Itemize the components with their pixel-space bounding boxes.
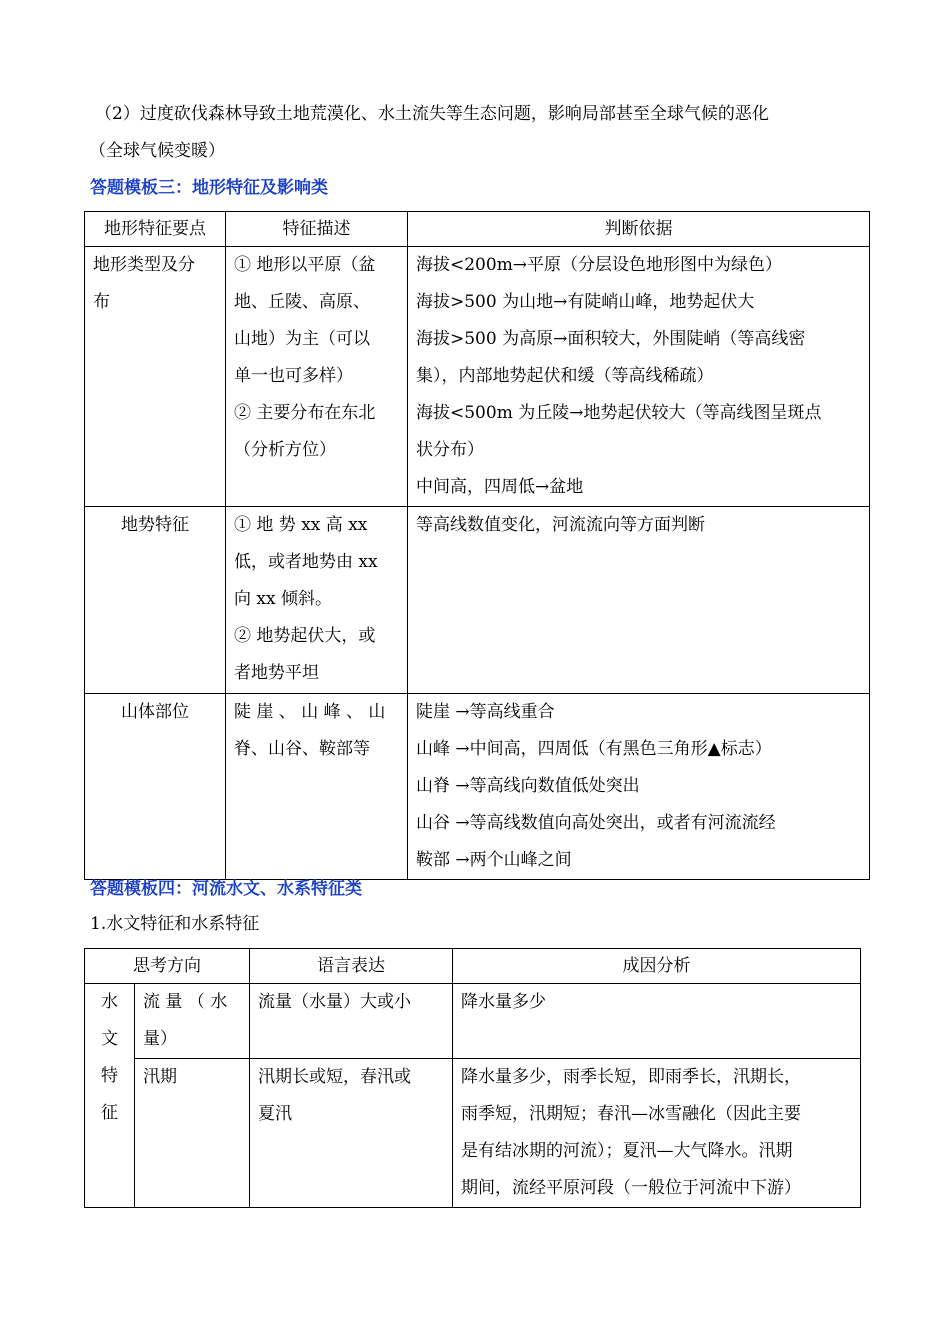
template4-heading: 答题模板四：河流水文、水系特征类 [90,879,362,899]
cell-line: 地形类型及分 [93,255,195,275]
header-terrain-point: 地形特征要点 [85,212,226,247]
feature-desc-cell [226,694,408,880]
hydrology-table [84,948,861,1208]
cell-line: 地势特征 [121,515,189,535]
cell-line: 海拔<500m 为丘陵→地势起伏较大（等高线图呈斑点 [416,403,822,423]
cell-line: 山体部位 [121,702,189,722]
cell-line: ② 主要分布在东北 [234,403,376,423]
cause-cell [453,984,861,1059]
cell-line: ① 地 势 xx 高 xx [234,515,368,535]
feature-desc-cell [226,507,408,694]
cell-line: 等高线数值变化，河流流向等方面判断 [416,515,705,535]
cell-line: 流 量 （ 水 [143,992,228,1012]
cell-line: 夏汛 [258,1104,292,1124]
cell-line: 陡 崖 、 山 峰 、 山 [234,702,386,722]
cell-line: 山峰 →中间高，四周低（有黑色三角形▲标志） [416,739,772,759]
cell-line: 是有结冰期的河流）；夏汛—大气降水。汛期 [461,1141,793,1161]
hydrology-table-header [85,949,861,984]
cell-line: 状分布） [416,440,484,460]
cell-line: 中间高，四周低→盆地 [416,477,584,497]
cell-line: 流量（水量）大或小 [258,992,411,1012]
judgement-basis-cell [408,694,870,880]
cell-line: 者地势平坦 [234,663,319,683]
cell-line: 向 xx 倾斜。 [234,589,332,609]
cell-line: 文 [101,1029,118,1049]
table-row [85,1059,861,1208]
header-thinking-direction: 思考方向 [85,949,250,984]
cell-line: 脊、山谷、鞍部等 [234,739,370,759]
cell-line: 汛期长或短，春汛或 [258,1067,411,1087]
cell-line: 特 [101,1066,118,1086]
intro-line-1: （2）过度砍伐森林导致土地荒漠化、水土流失等生态问题，影响局部甚至全球气候的恶化 [95,104,769,124]
table-row [85,507,870,694]
cell-line: 地、丘陵、高原、 [234,292,370,312]
expression-cell [250,984,453,1059]
header-expression: 语言表达 [250,949,453,984]
terrain-table-header [85,212,870,247]
cell-line: 汛期 [143,1067,177,1087]
terrain-table [84,211,870,880]
template3-heading: 答题模板三：地形特征及影响类 [90,178,328,198]
cell-line: 征 [101,1103,118,1123]
aspect-cell [135,984,250,1059]
terrain-point-cell [85,694,226,880]
cell-line: 鞍部 →两个山峰之间 [416,850,572,870]
feature-desc-cell [226,247,408,507]
cell-line: 山脊 →等高线向数值低处突出 [416,776,640,796]
table-row [85,247,870,507]
cell-line: 布 [93,292,110,312]
cell-line: 集），内部地势起伏和缓（等高线稀疏） [416,366,714,386]
cell-line: 量） [143,1029,177,1049]
judgement-basis-cell [408,507,870,694]
cell-line: 降水量多少，雨季长短，即雨季长，汛期长， [461,1067,801,1087]
cell-line: 低，或者地势由 xx [234,552,378,572]
cell-line: 山谷 →等高线数值向高处突出，或者有河流流经 [416,813,776,833]
cell-line: 降水量多少 [461,992,546,1012]
table-row [85,694,870,880]
cell-line: 海拔>500 为高原→面积较大，外围陡峭（等高线密 [416,329,806,349]
cell-line: ① 地形以平原（盆 [234,255,376,275]
cell-line: 单一也可多样） [234,366,353,386]
cell-line: 山地）为主（可以 [234,329,370,349]
aspect-cell [135,1059,250,1208]
header-cause-analysis: 成因分析 [453,949,861,984]
header-feature-desc: 特征描述 [226,212,408,247]
terrain-point-cell [85,507,226,694]
expression-cell [250,1059,453,1208]
cell-line: 水 [101,992,118,1012]
cell-line: 雨季短，汛期短；春汛—冰雪融化（因此主要 [461,1104,801,1124]
terrain-point-cell [85,247,226,507]
cell-line: 海拔<200m→平原（分层设色地形图中为绿色） [416,255,783,275]
cell-line: 期间，流经平原河段（一般位于河流中下游） [461,1178,801,1198]
cell-line: 海拔>500 为山地→有陡峭山峰，地势起伏大 [416,292,755,312]
cause-cell [453,1059,861,1208]
template4-subheading: 1.水文特征和水系特征 [90,914,260,934]
cell-line: 陡崖 →等高线重合 [416,702,555,722]
intro-line-2: （全球气候变暖） [89,141,225,161]
judgement-basis-cell [408,247,870,507]
header-judgement-basis: 判断依据 [408,212,870,247]
cell-line: （分析方位） [234,440,336,460]
cell-line: ② 地势起伏大，或 [234,626,376,646]
table-row [85,984,861,1059]
intro-paragraph [89,96,895,170]
hydrology-group-label [85,984,135,1208]
